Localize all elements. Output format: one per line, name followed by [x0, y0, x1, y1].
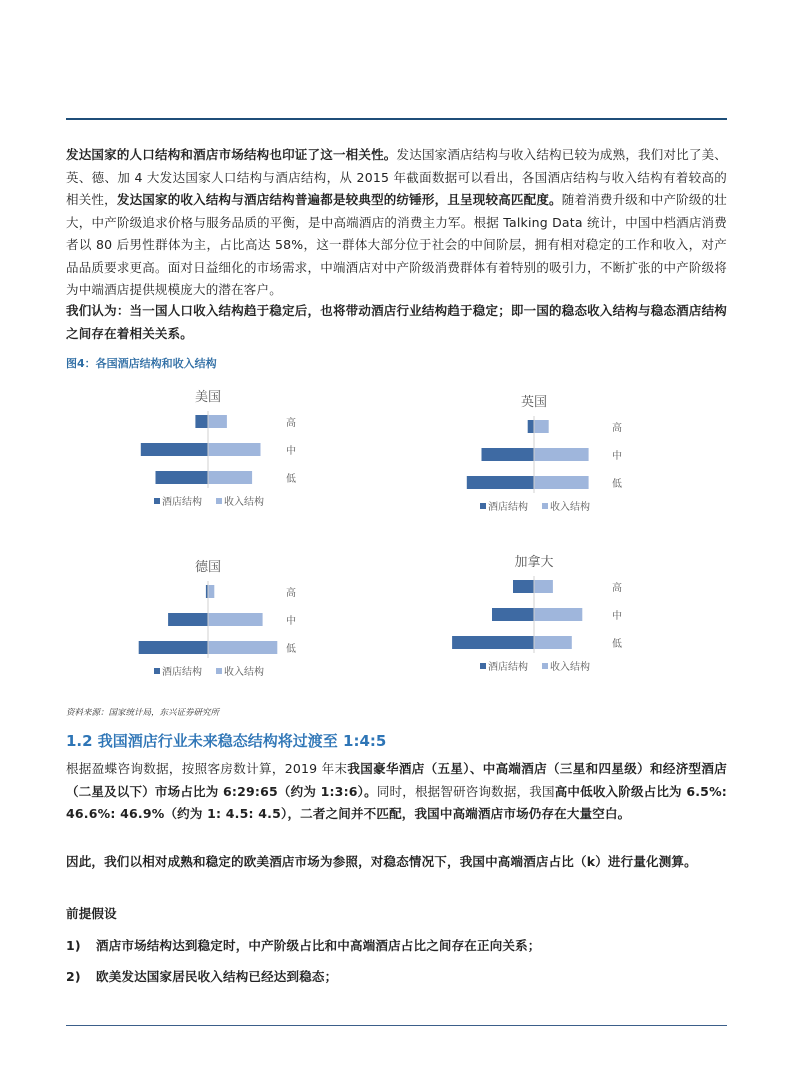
header-rule: [66, 118, 727, 120]
legend-label-hotel: 酒店结构: [162, 667, 202, 678]
category-label: 高: [286, 418, 296, 429]
chart-germany: [120, 555, 320, 685]
category-label: 低: [286, 644, 296, 655]
category-label: 低: [612, 639, 622, 650]
bar-income-1: [534, 580, 553, 593]
assumption-text-1: 酒店市场结构达到稳定时，中产阶级占比和中高端酒店占比之间存在正向关系；: [96, 938, 541, 953]
bar-income-3: [534, 636, 572, 649]
legend-swatch-income: [216, 668, 222, 674]
legend-label-income: 收入结构: [550, 662, 590, 673]
assumption-text-2: 欧美发达国家居民收入结构已经达到稳态；: [96, 969, 338, 984]
chart-title: 英国: [520, 395, 548, 410]
assumption-number-2: 2): [66, 969, 81, 984]
bar-hotel-2: [141, 443, 208, 456]
bar-income-2: [534, 608, 582, 621]
bar-hotel-3: [452, 636, 534, 649]
section-p1-text-2: 同时，根据智研咨询数据，我国: [376, 783, 555, 799]
assumption-item-1: [66, 935, 727, 958]
figure-title: 图4：各国酒店结构和收入结构: [66, 357, 217, 370]
category-label: 高: [286, 588, 296, 599]
bar-hotel-3: [467, 476, 534, 489]
category-label: 中: [286, 446, 296, 457]
section-paragraph-1: [66, 758, 727, 826]
category-label: 低: [286, 474, 296, 485]
legend-label-income: 收入结构: [224, 497, 264, 508]
category-label: 中: [612, 451, 622, 462]
intro-bold-1: 发达国家的人口结构和酒店市场结构也印证了这一相关性。: [66, 147, 397, 162]
bar-hotel-1: [528, 420, 534, 433]
legend-swatch-income: [542, 503, 548, 509]
category-label: 高: [612, 423, 622, 434]
bar-income-2: [208, 443, 261, 456]
category-label: 高: [612, 583, 622, 594]
section-heading: 1.2 我国酒店行业未来稳态结构将过渡至 1:4:5: [66, 732, 387, 750]
category-label: 中: [286, 616, 296, 627]
category-label: 中: [612, 611, 622, 622]
bar-income-2: [534, 448, 589, 461]
intro-text-1: 发达国家酒店结构与收入结构已较为成熟，我们对比了美、英、德、加 4 大发达国家人口结构与酒店结构，从 2015 年截面数据可以看出，各国酒店结构与收入结构有着较高的相关性，: [66, 147, 728, 207]
section-p1-text-1: 根据盈蝶咨询数据，按照客房数计算，2019 年末: [66, 761, 348, 776]
legend-swatch-hotel: [480, 663, 486, 669]
footer-rule: [66, 1025, 727, 1026]
chart-title: 美国: [194, 390, 222, 405]
bar-income-2: [208, 613, 263, 626]
intro-paragraph: [66, 144, 727, 302]
bar-income-3: [208, 471, 252, 484]
section-p1-bold-1: 我国豪华酒店（五星）、中高端酒店（三星和四星级）和经济型酒店（二星及以下）市场占比为 6:29:65（约为 1:3:6）。: [66, 761, 727, 799]
bar-hotel-2: [168, 613, 208, 626]
intro-text-2: 随着消费升级和中产阶级的壮大，中产阶级追求价格与服务品质的平衡，是中高端酒店的消费主力军。根据 Talking Data 统计，中国中档酒店消费者以 80 后男性群体为主，占比高达 58%，这一群体大部分位于社会的中间阶层，拥有相对稳定的工作和收入，对产品品质要求更高。面对日益细化的市场需求，中端酒店对中产阶级消费群体有着特别的吸引力，不断扩张的中产阶级将为中端酒店提供规模庞大的潜在客户。: [66, 192, 727, 297]
bar-hotel-1: [195, 415, 208, 428]
bar-income-1: [534, 420, 549, 433]
section-p1-bold-2: 高中低收入阶级占比为 6.5%: 46.6%: 46.9%（约为 1: 4.5: 4.5），二者之间并不匹配，我国中高端酒店市场仍存在大量空白。: [66, 783, 727, 821]
chart-usa: [120, 385, 320, 515]
legend-label-hotel: 酒店结构: [162, 497, 202, 508]
chart-canada: [446, 550, 646, 680]
bar-income-3: [208, 641, 277, 654]
chart-title: 加拿大: [514, 555, 554, 570]
legend-label-hotel: 酒店结构: [488, 662, 528, 673]
legend-label-income: 收入结构: [224, 667, 264, 678]
chart-title: 德国: [194, 560, 222, 575]
chart-uk: [446, 390, 646, 520]
opinion-paragraph: 我们认为：当一国人口收入结构趋于稳定后，也将带动酒店行业结构趋于稳定；即一国的稳态收入结构与稳态酒店结构之间存在着相关关系。: [66, 303, 727, 341]
legend-swatch-income: [542, 663, 548, 669]
legend-label-hotel: 酒店结构: [488, 502, 528, 513]
legend-swatch-income: [216, 498, 222, 504]
section-paragraph-2: 因此，我们以相对成熟和稳定的欧美酒店市场为参照，对稳态情况下，我国中高端酒店占比（k）进行量化测算。: [66, 854, 697, 869]
bar-income-3: [534, 476, 589, 489]
bar-hotel-3: [139, 641, 208, 654]
assumption-heading: 前提假设: [66, 906, 117, 921]
category-label: 低: [612, 479, 622, 490]
figure-source: 资料来源：国家统计局，东兴证券研究所: [66, 708, 220, 718]
assumption-item-2: [66, 966, 727, 989]
bar-income-1: [208, 415, 227, 428]
assumption-number-1: 1): [66, 938, 81, 953]
bar-income-1: [208, 585, 214, 598]
bar-hotel-1: [513, 580, 534, 593]
legend-swatch-hotel: [480, 503, 486, 509]
legend-swatch-hotel: [154, 668, 160, 674]
legend-label-income: 收入结构: [550, 502, 590, 513]
legend-swatch-hotel: [154, 498, 160, 504]
bar-hotel-2: [492, 608, 534, 621]
bar-hotel-2: [482, 448, 535, 461]
intro-bold-2: 发达国家的收入结构与酒店结构普遍都是较典型的纺锤形，且呈现较高匹配度。: [116, 192, 562, 207]
bar-hotel-3: [156, 471, 209, 484]
